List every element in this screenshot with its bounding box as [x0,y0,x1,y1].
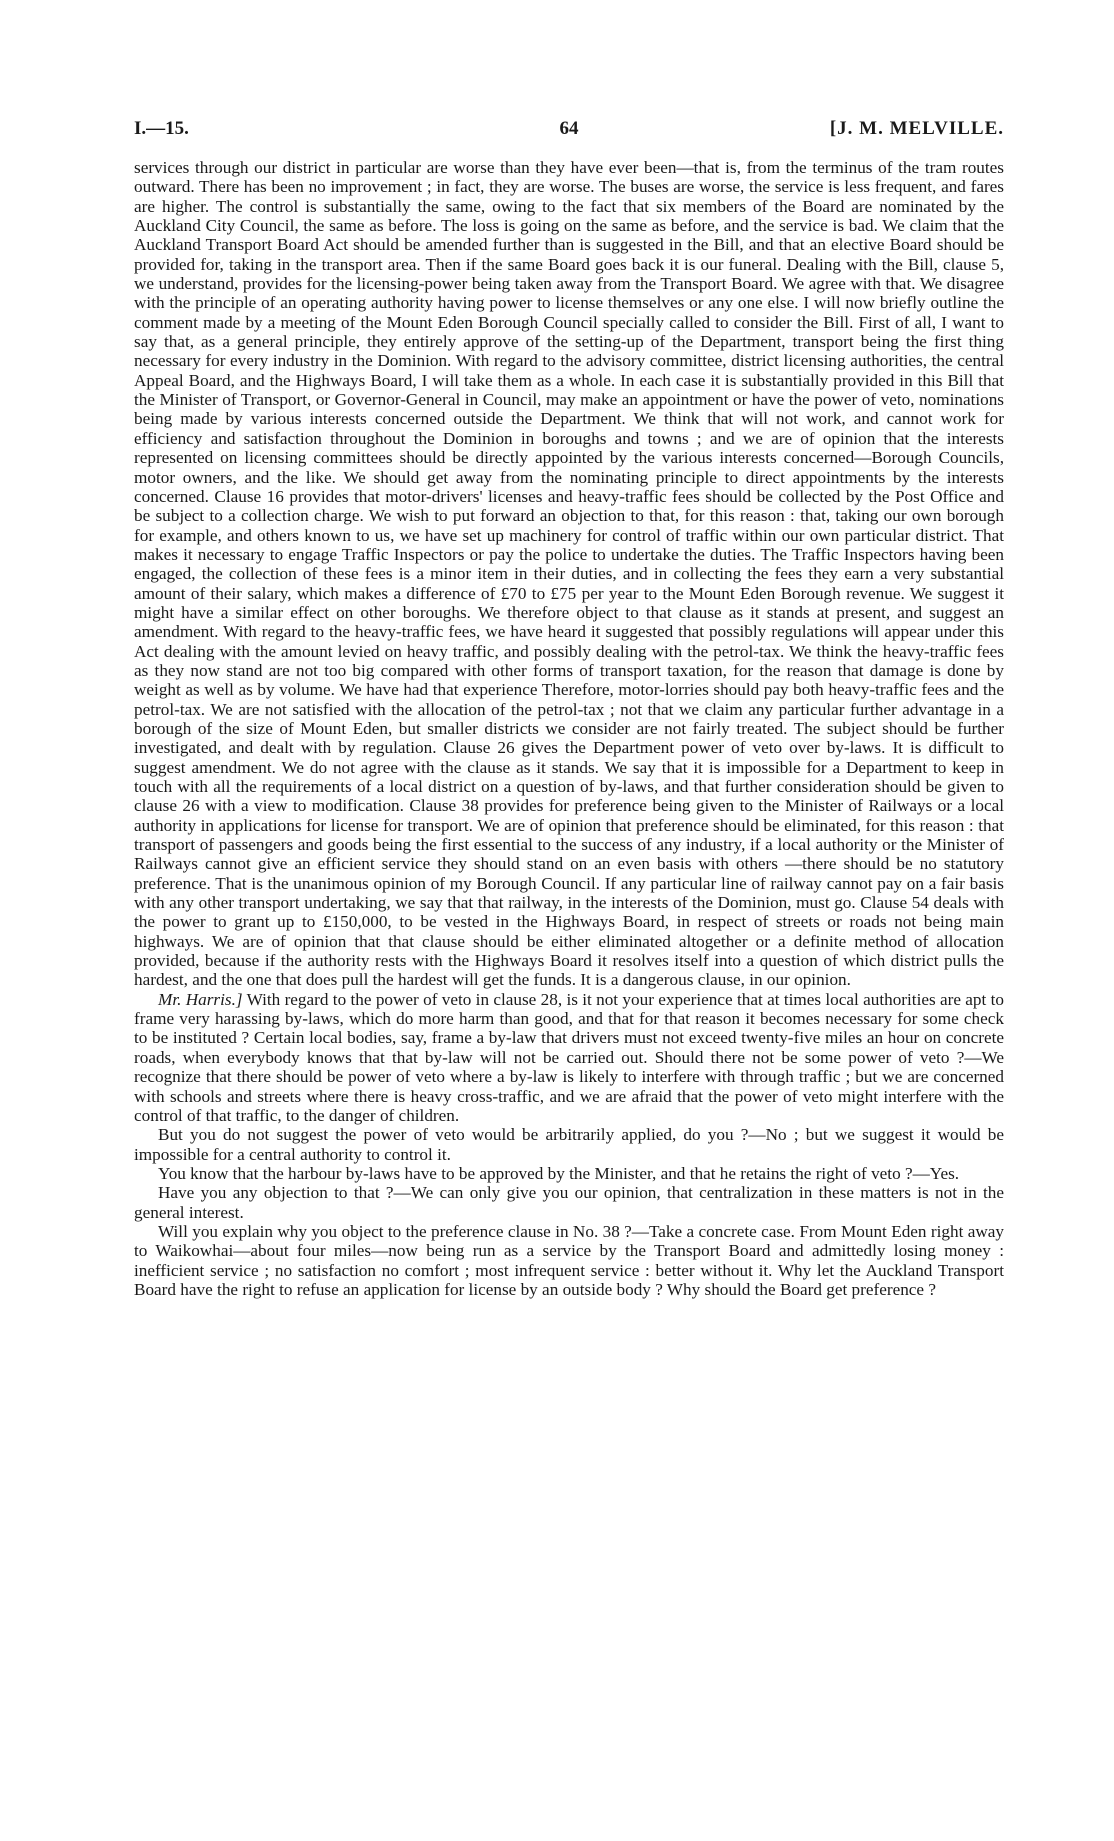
paragraph [134,1222,1004,1299]
paper-reference: I.—15. [134,118,189,139]
paragraph-text: services through our district in particular are worse than they have ever been—that is, from the terminus of the tram routes outward. There has been no improvement ; in fact, they are worse. The buses are worse, the service is less frequent, and fares are higher. The control is substantially the same, owing to the fact that six members of the Board are nominated by the Auckland City Council, the same as before. The loss is going on the same as before, and the service is bad. We claim that the Auckland Transport Board Act should be amended further than is suggested in the Bill, and that an elective Board should be provided for, taking in the transport area. Then if the same Board goes back it is our funeral. Dealing with the Bill, clause 5, we understand, provides for the licensing-power being taken away from the Transport Board. We agree with that. We disagree with the principle of an operating authority having power to license themselves or any one else. I will now briefly outline the comment made by a meeting of the Mount Eden Borough Council specially called to consider the Bill. First of all, I want to say that, as a general principle, they entirely approve of the setting-up of the Department, transport being the first thing necessary for every industry in the Dominion. With regard to the advisory committee, district licensing authorities, the central Appeal Board, and the Highways Board, I will take them as a whole. In each case it is substantially provided in this Bill that the Minister of Transport, or Governor-General in Council, may make an appointment or have the power of veto, nominations being made by various interests concerned outside the Department. We think that will not work, and cannot work for efficiency and satisfaction throughout the Dominion in boroughs and towns ; and we are of opinion that the interests represented on licensing committees should be directly appointed by the various interests concerned—Borough Councils, motor owners, and the like. We should get away from the nominating principle to direct appointments by the interests concerned. Clause 16 provides that motor-drivers' licenses and heavy-traffic fees should be collected by the Post Office and be subject to a collection charge. We wish to put forward an objection to that, for this reason : that, taking our own borough for example, and others known to us, we have set up machinery for control of traffic within our own particular district. That makes it necessary to engage Traffic Inspectors or pay the police to undertake the duties. The Traffic Inspectors having been engaged, the collection of these fees is a minor item in their duties, and in collecting the fees they earn a very substantial amount of their salary, which makes a difference of £70 to £75 per year to the Mount Eden Borough revenue. We suggest it might have a similar effect on other boroughs. We therefore object to that clause as it stands at present, and suggest an amendment. With regard to the heavy-traffic fees, we have heard it suggested that possibly regulations will appear under this Act dealing with the amount levied on heavy traffic, and possibly dealing with the petrol-tax. We think the heavy-traffic fees as they now stand are not too big compared with other forms of transport taxation, for the reason that damage is done by weight as well as by volume. We have had that experience Therefore, motor-lorries should pay both heavy-traffic fees and the petrol-tax. We are not satisfied with the allocation of the petrol-tax ; not that we claim any particular further advantage in a borough of the size of Mount Eden, but smaller districts we consider are not fairly treated. The subject should be further investigated, and dealt with by regulation. Clause 26 gives the Department power of veto over by-laws. It is difficult to suggest amendment. We do not agree with the clause as it stands. We say that it is impossible for a Department to keep in touch with all the requirements of a local district on a question of by-laws, and that further consideration should be given to clause 26 with a view to modification. Clause 38 provides for preference being given to the Minister of Railways or a local authority in applications for license for transport. We are of opinion that preference should be eliminated, for this reason : that transport of passengers and goods being the first essential to the success of any industry, if a local authority or the Minister of Railways cannot give an efficient service they should stand on an even basis with others —there should be no statutory preference. That is the unanimous opinion of my Borough Council. If any particular line of railway cannot pay on a fair basis with any other transport undertaking, we say that that railway, in the interests of the Dominion, must go. Clause 54 deals with the power to grant up to £150,000, to be vested in the Highways Board, in respect of streets or roads not being main highways. We are of opinion that that clause should be either eliminated altogether or a definite method of allocation provided, because if the authority rests with the Highways Board it resolves itself into a question of which district pulls the hardest, and the one that does pull the hardest will get the funds. It is a dangerous clause, in our opinion. [134,158,1004,990]
page-number: 64 [559,118,579,139]
paragraph-text: But you do not suggest the power of veto would be arbitrarily applied, do you ?—No ; but we suggest it would be impossible for a central authority to control it. [134,1125,1004,1164]
witness-name: [J. M. MELVILLE. [829,118,1004,139]
paragraph-text: With regard to the power of veto in clause 28, is it not your experience that at times local authorities are apt to frame very harassing by-laws, which do more harm than good, and that for that reason it becomes necessary for some check to be instituted ? Certain local bodies, say, frame a by-law that drivers must not exceed twenty-five miles an hour on concrete roads, when everybody knows that that by-law will not be carried out. Should there not be some power of veto ?—We recognize that there should be power of veto where a by-law is likely to interfere with through traffic ; but we are concerned with schools and streets where there is heavy cross-traffic, and we are afraid that the power of veto might interfere with the control of that traffic, to the danger of children. [134,989,1004,1125]
body-text [134,158,1004,1299]
paragraph-text: Will you explain why you object to the preference clause in No. 38 ?—Take a concrete case. From Mount Eden right away to Waikowhai—about four miles—now being run as a service by the Transport Board and admittedly losing money : inefficient service ; no satisfaction no comfort ; most infrequent service : better without it. Why let the Auckland Transport Board have the right to refuse an application for license by an outside body ? Why should the Board get preference ? [134,1221,1004,1299]
speaker-label: Mr. Harris.] [158,989,243,1009]
paragraph [134,990,1004,1125]
paragraph [134,158,1004,990]
paragraph [134,1183,1004,1222]
paragraph-text: You know that the harbour by-laws have to be approved by the Minister, and that he retains the right of veto ?—Yes. [158,1163,960,1183]
page-header [134,118,1004,158]
paragraph-text: Have you any objection to that ?—We can only give you our opinion, that centralization in these matters is not in the general interest. [134,1183,1004,1222]
paragraph [134,1125,1004,1164]
paragraph [134,1164,1004,1183]
